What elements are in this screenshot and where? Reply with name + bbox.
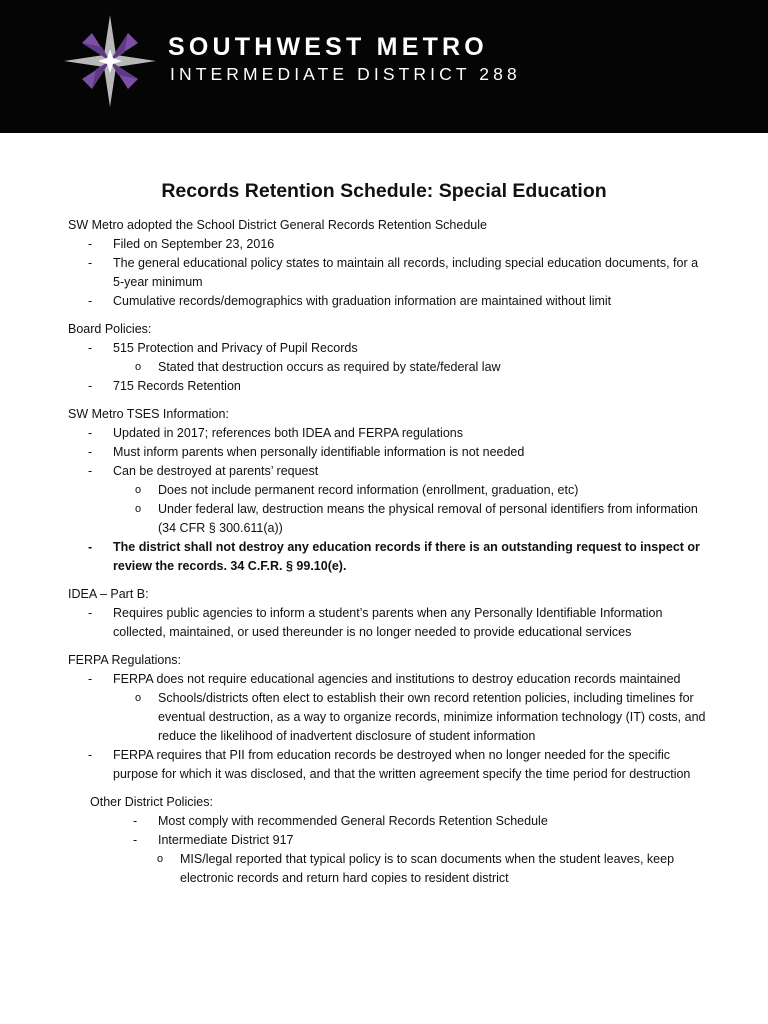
- sub-list-item-text: Stated that destruction occurs as required by state/federal law: [158, 360, 501, 374]
- list-item-text: Filed on September 23, 2016: [113, 237, 275, 251]
- list-item-text: The district shall not destroy any education records if there is an outstanding request to inspect or review the records. 34 C.F.R. § 99.10(e).: [113, 540, 700, 573]
- page-title: Records Retention Schedule: Special Education: [161, 180, 607, 202]
- circle-bullet: o: [135, 484, 142, 496]
- list-item: [113, 831, 708, 850]
- list-item: [68, 292, 708, 311]
- dash-bullet: -: [88, 540, 93, 554]
- circle-bullet: o: [135, 692, 142, 704]
- section: [90, 793, 708, 888]
- sub-list-item-text: MIS/legal reported that typical policy is to scan documents when the student leaves, keep electronic records and return hard copies to resident district: [180, 852, 675, 885]
- list-item-text: Requires public agencies to inform a student’s parents when any Personally Identifiable Information collected, maintained, or used thereunder is no longer needed to provide educational services: [113, 606, 663, 639]
- section: [68, 405, 708, 576]
- dash-bullet: -: [88, 464, 93, 478]
- section: [68, 320, 708, 396]
- dash-bullet: -: [88, 426, 93, 440]
- list-item-text: 515 Protection and Privacy of Pupil Records: [113, 341, 358, 355]
- dash-bullet: -: [88, 341, 93, 355]
- sub-list-item: [68, 689, 708, 746]
- org-subtitle: INTERMEDIATE DISTRICT 288: [170, 64, 521, 84]
- section-heading: Other District Policies:: [90, 795, 213, 809]
- section-heading: Board Policies:: [68, 322, 152, 336]
- dash-bullet: -: [88, 672, 93, 686]
- sub-list-item: [68, 481, 708, 500]
- section-heading: IDEA – Part B:: [68, 587, 149, 601]
- list-item: [113, 812, 708, 831]
- header-band: [0, 0, 768, 133]
- list-item: [68, 443, 708, 462]
- document-body: [68, 216, 708, 888]
- list-item-text: Cumulative records/demographics with graduation information are maintained without limit: [113, 294, 612, 308]
- list-item-text: FERPA does not require educational agencies and institutions to destroy education records maintained: [113, 672, 681, 686]
- list-item: [68, 235, 708, 254]
- dash-bullet: -: [88, 256, 93, 270]
- compass-star-logo-icon: [62, 13, 158, 109]
- dash-bullet: -: [88, 606, 93, 620]
- list-item: [68, 462, 708, 481]
- dash-bullet: -: [88, 748, 93, 762]
- list-item-text: Updated in 2017; references both IDEA and FERPA regulations: [113, 426, 463, 440]
- list-item: [68, 254, 708, 292]
- sub-list-item-text: Under federal law, destruction means the physical removal of personal identifiers from information (34 CFR § 300.611(a)): [158, 502, 698, 535]
- sub-list-item-text: Does not include permanent record information (enrollment, graduation, etc): [158, 483, 579, 497]
- list-item: [68, 604, 708, 642]
- list-item: [68, 339, 708, 358]
- sub-list-item: [68, 500, 708, 538]
- dash-bullet: -: [88, 237, 93, 251]
- org-name: SOUTHWEST METRO: [168, 33, 488, 61]
- list-item-text: Intermediate District 917: [158, 833, 294, 847]
- section: [68, 585, 708, 642]
- circle-bullet: o: [157, 853, 164, 865]
- list-item: [68, 746, 708, 784]
- list-item-text: 715 Records Retention: [113, 379, 241, 393]
- sub-list-item: [90, 850, 708, 888]
- sub-list-item-text: Schools/districts often elect to establish their own record retention policies, including timelines for eventual destruction, as a way to organize records, minimize information technology (IT) costs, and reduce the likelihood of inadvertent disclosure of student information: [158, 691, 706, 743]
- circle-bullet: o: [135, 503, 142, 515]
- list-item-text: The general educational policy states to maintain all records, including special education documents, for a 5-year minimum: [113, 256, 699, 289]
- section-heading: FERPA Regulations:: [68, 653, 182, 667]
- section: [68, 216, 708, 311]
- list-item: [68, 538, 708, 576]
- list-item: [68, 377, 708, 396]
- list-item-text: FERPA requires that PII from education records be destroyed when no longer needed for the specific purpose for which it was disclosed, and that the written agreement specify the time period for destruction: [113, 748, 691, 781]
- sub-list-item: [68, 358, 708, 377]
- dash-bullet: -: [133, 814, 138, 828]
- list-item-text: Must inform parents when personally identifiable information is not needed: [113, 445, 525, 459]
- section-heading: SW Metro TSES Information:: [68, 407, 229, 421]
- list-item-text: Can be destroyed at parents’ request: [113, 464, 319, 478]
- dash-bullet: -: [88, 445, 93, 459]
- list-item: [68, 670, 708, 689]
- circle-bullet: o: [135, 361, 142, 373]
- section-heading: SW Metro adopted the School District General Records Retention Schedule: [68, 218, 487, 232]
- dash-bullet: -: [88, 379, 93, 393]
- list-item: [68, 424, 708, 443]
- section: [68, 651, 708, 784]
- dash-bullet: -: [133, 833, 138, 847]
- list-item-text: Most comply with recommended General Records Retention Schedule: [158, 814, 548, 828]
- dash-bullet: -: [88, 294, 93, 308]
